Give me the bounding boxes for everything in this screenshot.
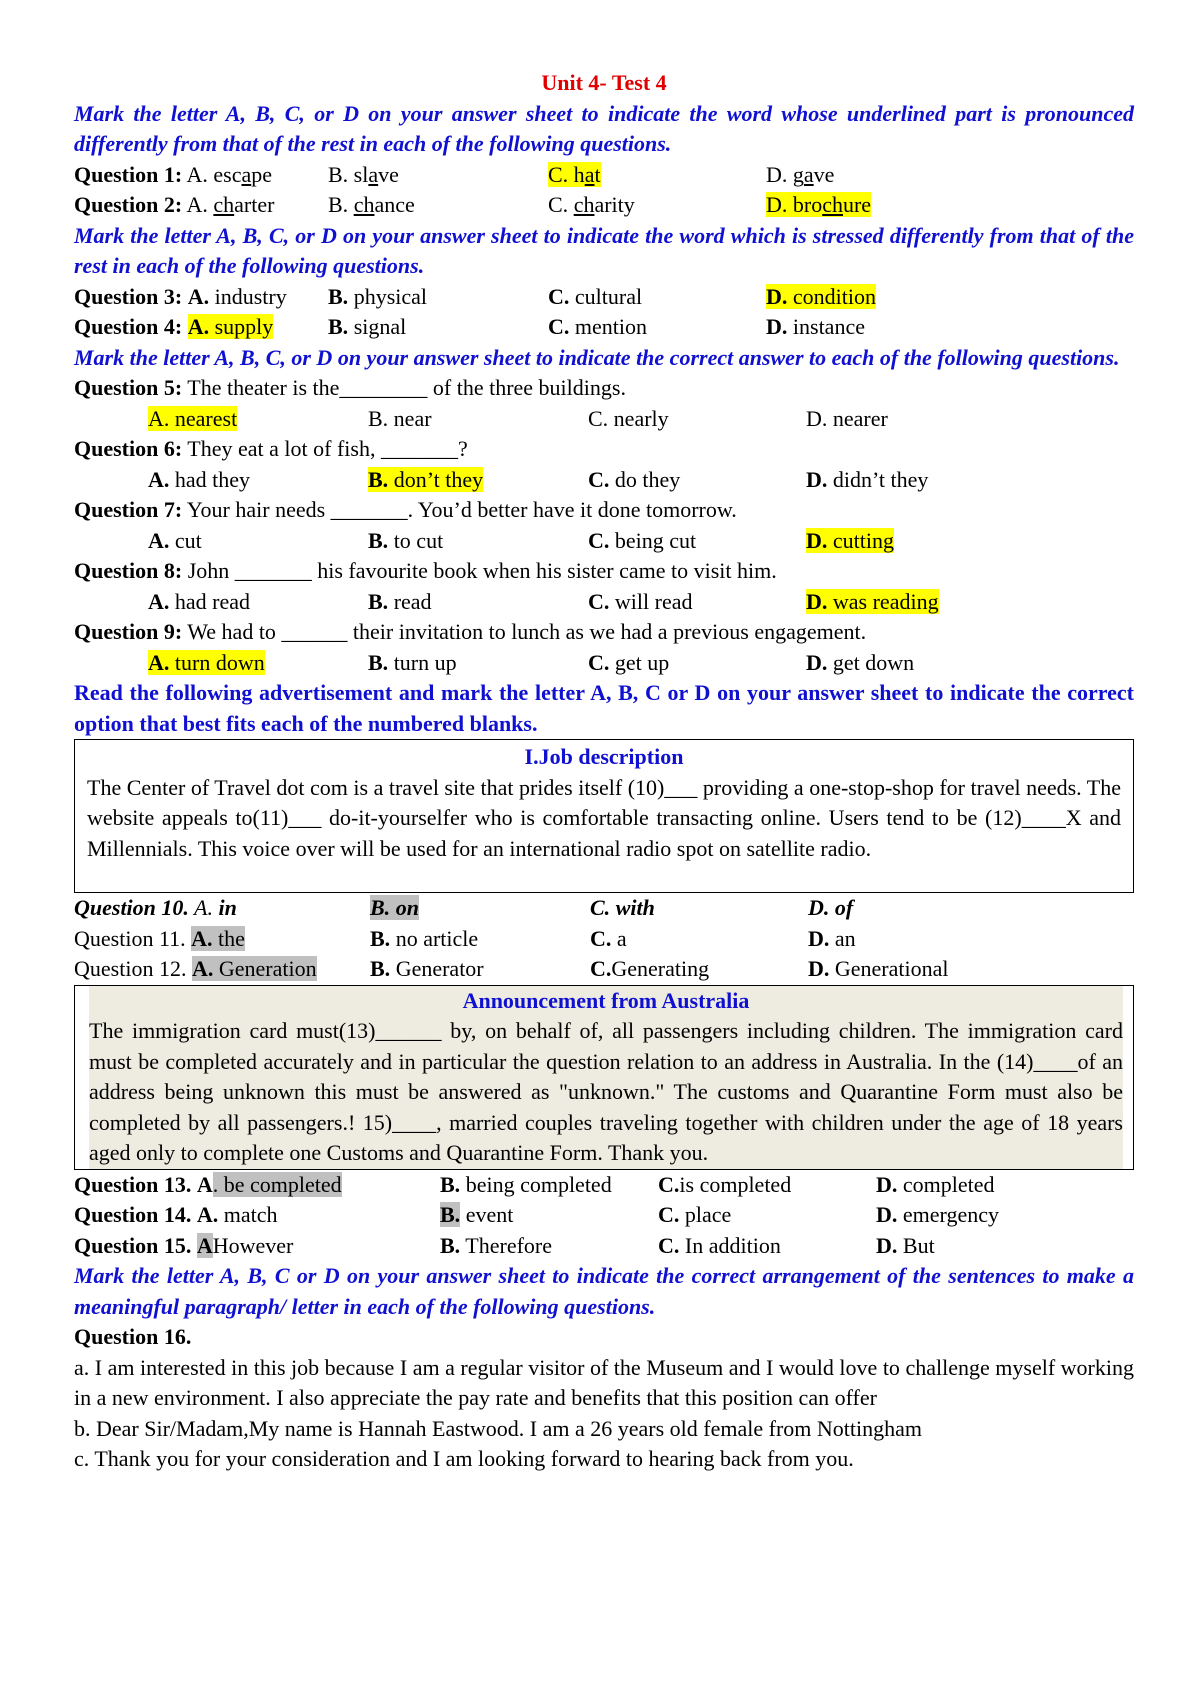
box-heading: I.Job description [524, 744, 684, 769]
answer-highlight: A. turn down [148, 649, 265, 675]
option-c: C. charity [548, 192, 635, 217]
job-description-box [74, 739, 1134, 893]
answer-highlight: D. cutting [806, 527, 894, 553]
page-title: Unit 4- Test 4 [541, 70, 667, 95]
instruction-stress: Mark the letter A, B, C, or D on your answer sheet to indicate the word which is stressed differently from that of the rest in each of the following questions. [74, 222, 1134, 278]
instruction-arrangement: Mark the letter A, B, C or D on your answer sheet to indicate the correct arrangement of the sentences to make a meaningful paragraph/ letter in each of the following questions. [74, 1263, 1134, 1319]
answer-highlight: A. nearest [148, 405, 238, 431]
answer-highlight: D. was reading [806, 588, 939, 614]
announcement-box [74, 985, 1134, 1170]
question-1: Question 1: A. escape B. slave C. hat D. gave [74, 160, 1134, 191]
question-15: Question 15. AHowever B. Therefore C. In addition D. But [74, 1232, 935, 1258]
option-c [548, 160, 766, 191]
sentence-c: c. Thank you for your consideration and I am looking forward to hearing back from you. [74, 1446, 854, 1471]
answer-highlight: . be completed [212, 1171, 342, 1197]
question-16 [74, 1322, 1134, 1475]
question-5: Question 5: The theater is the________ of the three buildings. A. nearest B. near C. nearly D. nearer [74, 375, 888, 431]
question-label: Question 1: [74, 161, 183, 187]
answer-highlight: B. [440, 1202, 461, 1227]
question-7: Question 7: Your hair needs _______. You’d better have it done tomorrow. A. cut B. to cut C. being cut D. cutting [74, 497, 894, 553]
answer-highlight: A. supply [187, 314, 274, 339]
question-4: Question 4: A. supply B. signal C. mention D. instance [74, 314, 865, 339]
question-13: Question 13. A. be completed B. being completed C.is completed D. completed [74, 1171, 995, 1197]
answer-highlight: C. hat [548, 161, 601, 187]
instruction-correct-answer: Mark the letter A, B, C, or D on your answer sheet to indicate the correct answer to each of the following questions. [74, 344, 1120, 370]
option-d: D. gave [766, 161, 835, 187]
question-10: Question 10. A. in B. on C. with D. of [74, 895, 854, 920]
worksheet [74, 68, 1134, 1475]
question-label: Question 16. [74, 1324, 192, 1349]
question-12: Question 12. A. Generation B. Generator C.Generating D. Generational [74, 956, 949, 981]
question-2: Question 2: A. charter B. chance C. charity D. brochure [74, 190, 1134, 221]
sentence-b: b. Dear Sir/Madam,My name is Hannah Eastwood. I am a 26 years old female from Nottingham [74, 1415, 922, 1441]
answer-highlight: D. condition [766, 283, 876, 309]
question-8: Question 8: John _______ his favourite book when his sister came to visit him. A. had read B. read C. will read D. was reading [74, 558, 939, 614]
question-14: Question 14. A. match B. event C. place D. emergency [74, 1202, 999, 1227]
instruction-pronunciation: Mark the letter A, B, C, or D on your answer sheet to indicate the word whose underlined part is pronounced differently from that of the rest in each of the following questions. [74, 100, 1134, 156]
box-text: The Center of Travel dot com is a travel site that prides itself (10)___ providing a one-stop-shop for travel needs. The website appeals to(11)___ do-it-yourselfer who is comfortable transacting online. Users tend to be (12)____X and Millennials. This voice over will be used for an international radio spot on satellite radio. [87, 774, 1121, 861]
answer-highlight: A. Generation [191, 956, 317, 981]
answer-highlight: A. the [191, 925, 245, 951]
option-b: B. chance [328, 192, 415, 217]
answer-highlight: A [196, 1232, 213, 1258]
answer-highlight: B. on [370, 895, 419, 920]
question-9: Question 9: We had to ______ their invitation to lunch as we had a previous engagement. A. turn down B. turn up C. get up D. get down [74, 619, 915, 675]
question-11: Question 11. A. the B. no article C. a D. an [74, 925, 856, 951]
question-label: Question 2: [74, 192, 183, 217]
question-3: Question 3: A. industry B. physical C. cultural D. condition [74, 283, 876, 309]
instruction-advertisement: Read the following advertisement and mark the letter A, B, C or D on your answer sheet to indicate the correct option that best fits each of the numbered blanks. [74, 680, 1134, 736]
option-b: B. slave [328, 161, 399, 187]
box-heading: Announcement from Australia [462, 987, 750, 1013]
box-text: The immigration card must(13)______ by, on behalf of, all passengers including children. The immigration card must be completed accurately and in particular the question relation to an address in Australia. In the (14)____of an address being unknown this must be answered as "unknown." The customs and Quarantine Form must also be completed by all passengers.! 15)____, married couples traveling together with children under the age of 18 years aged only to complete one Customs and Quarantine Form. Thank you. [89, 1018, 1123, 1165]
answer-highlight: B. don’t they [368, 466, 484, 492]
question-6: Question 6: They eat a lot of fish, _______? A. had they B. don’t they C. do they D. didn’t they [74, 436, 929, 492]
option-d [766, 190, 871, 221]
answer-highlight: D. brochure [766, 192, 872, 217]
sentence-a: a. I am interested in this job because I am a regular visitor of the Museum and I would love to challenge myself working in a new environment. I also appreciate the pay rate and benefits that this position can offer [74, 1354, 1134, 1410]
